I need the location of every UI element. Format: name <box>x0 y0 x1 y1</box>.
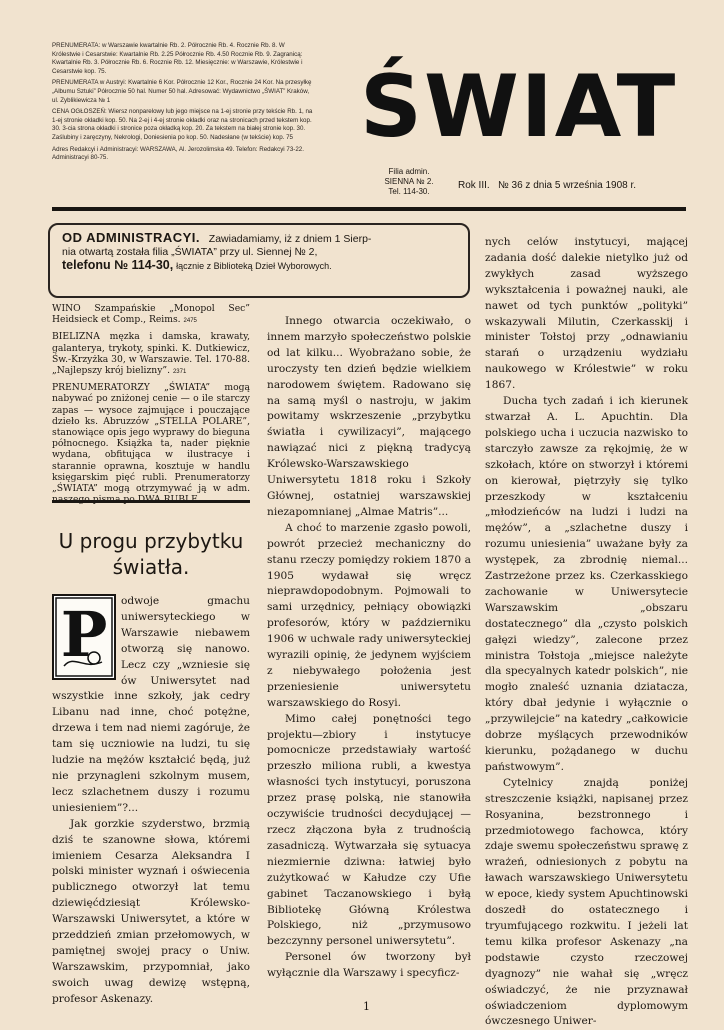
austria-subscription-info: PRENUMERATA w Austryi: Kwartalnie 6 Kor. Półrocznie 12 Kor., Rocznie 24 Kor. Na przesyłkę „Albumu Sztuki” Półrocznie 50 hal. Numer 50 hal. Adresować: Wydawnictwo „ŚWIAT” Kraków, ul. Zyblikiewicza № 1 <box>52 79 312 104</box>
header-divider <box>52 207 686 211</box>
page-number: 1 <box>363 1000 370 1013</box>
article-title-line: światła. <box>112 555 190 579</box>
ad-item: WINO Szampańskie „Monopol Sec” Heidsieck et Comp., Reims. 2475 <box>52 303 250 326</box>
ads-divider <box>52 500 250 503</box>
notice-line: Zawiadamiamy, iż z dniem 1 Sierp- <box>208 233 372 245</box>
decorated-initial <box>52 594 116 680</box>
paragraph: Jak gorzkie szyderstwo, brzmią dziś te szanowne słowa, któremi imieniem Cesarza Aleksandra I polski minister wyznań i oświecenia publicznego otworzył lat temu dziewięćdziesiąt Królewsko-Warszawski Uniwersytet, a które w przeddzień zmian przełomowych, w pamiętnej swojej pracy o Uniw. Warszawskim, przypomniał, jako swoich uwag dewizę wstępną, profesor Askenazy. <box>52 817 250 1005</box>
filia-address <box>374 167 444 197</box>
notice-line-small: łącznie z Biblioteką Dzieł Wyborowych. <box>176 261 332 271</box>
initial-letter: P <box>60 598 108 671</box>
notice-heading: OD ADMINISTRACYI. <box>62 230 201 245</box>
paragraph: Mimo całej ponętności tego projektu—zbiory i instytucye pomocnicze przedstawiały wartość przeszło miliona rubli, a kwestya własności tych instytucyi, poruszona przez prasę polską, nie stanowiła oczywiście trudności decydującej — rzecz złączona była z trudnością zasadniczą. Wytwarzała się sytuacya niezmiernie dziwna: łatwiej było zużytkować w Kałudze czy Ufie gabinet Taczanowskiego i byłą Bibliotekę Główną Królestwa Polskiego, niż „przymusowo bezczynny personel uniwersytetu”. <box>267 712 471 948</box>
administration-notice <box>48 223 470 298</box>
paragraph: Innego otwarcia oczekiwało, o innem marzyło społeczeństwo polskie od lat kilku... Wyobrażano sobie, że uroczysty ten dzień będzie wielkiem narodowem świętem. Radowano się na samą myśl o nastroju, w jakim powitamy wskrzeszenie „przybytku światła i cywilizacyi”, mającego nawiązać nici z piękną tradycyą Królewsko-Warszawskiego Uniwersytetu 1818 roku i Szkoły Głównej, ostatniej warszawskiej niezapomnianej „Almae Matris”... <box>267 315 471 518</box>
paragraph: Ducha tych zadań i ich kierunek stwarzał A. L. Apuchtin. Dla polskiego ucha i uczucia nazwisko to starczyło zawsze za rękojmię, że w szkołach, które on stworzył i któremi on kierował, piętrzyły się tylko przeszkody w kształceniu „młodzieńców na ludzi i ludzi na mężów”, a „szlachetne duszy i rozumu uniesienia” uważane były za występek, za zbrodnię niemal... Zastrzeżone przez ks. Czerkasskiego zachowanie w Uniwersytecie Warszawskim „obszaru dostatecznego” dla „czysto polskich gałęzi wiedzy”, zalecone przez ministra Tołstoja „miejsce należyte dla specyalnych katedr polskich”, nie mogło znaleść uznania dziatacza, który dbał jedynie i wyłącznie o „przywilejcie” na katedry „całkowicie dobrze myślących przewodników kierunku, pożądanego w duchu państwowym”. <box>485 395 688 773</box>
header-info <box>52 42 314 166</box>
notice-line: nia otwartą została filia „ŚWIATA” przy ul. Siennej № 2, <box>62 246 318 258</box>
filia-line: SIENNA № 2. <box>384 177 434 186</box>
address-info: Adres Redakcyi i Administracyi: WARSZAWA, Al. Jerozolimska 49. Telefon: Redakcyi 73-22. Administracyi 80-75. <box>52 145 304 162</box>
issue-info: Rok III. № 36 z dnia 5 września 1908 r. <box>458 180 637 191</box>
paragraph: nych celów instytucyi, mającej zadania dość dalekie nietylko już od zwykłych zasad wyższego wykształcenia i poważnej nauki, ale nawet od tych punktów „polityki” wskazywali Milutin, Czerkasskij i minister Tołstoj przy „odnawianiu starań o urządzeniu wydziału naukowego w Królestwie” w roku 1867. <box>485 236 688 392</box>
paragraph: Cytelnicy znajdą poniżej streszczenie książki, napisanej przez Rosyanina, bezstronnego i przedmiotowego fachowca, który zdaje swemu społeczeństwu sprawę z wrażeń, odniesionych z pobytu na ławach warszawskiego Uniwersytetu w epoce, kiedy system Apuchtinowski doszedł do ostatecznego i tryumfującego rozkwitu. I jeżeli lat temu kilka profesor Askenazy „na podstawie czysto rzeczowej dyagnozy” nie wahał się „wręcz oświadczyć, że nie przyznawał oświadczeniom dyplomowym ówczesnego Uniwer- <box>485 776 688 1028</box>
article-title <box>52 528 250 580</box>
advertising-prices: CENA OGŁOSZEŃ: Wiersz nonparelowy lub jego miejsce na 1-ej stronie przy tekście Rb. 1, na 1-ej stronie okładki kop. 50. Na 2-ej i 4-ej stronie okładki oraz na stronicach przed tekstem kop. 30. 3-cia strona okładki i stronice poza okładką kop. 20. Za tekstem na białej stronie kop. 30. Zaślubiny i zaręczyny, Nekrologi, Doniesienia po kop. 50. Nadesłane (w tekście) kop. 75 <box>52 108 313 141</box>
paragraph: odwoje gmachu uniwersyteckiego w Warszawie niebawem otworzą się nanowo. Lecz czy „wzniesie się ów Uniwersytet nad wszystkie inne szkoły, jak cedry Libanu nad inne, choć potężne, drzewa i tem nad niemi zagóruje, że tam się uczniowie na ludzi, tu się ludzie na mężów kształcić będą, już nie przynagleni szkolnym musem, lecz szlachetnem duszy i rozumu uniesieniem”?... <box>52 595 250 814</box>
article-column-1 <box>52 594 250 1008</box>
ad-item: PRENUMERATORZY „ŚWIATA” mogą nabywać po zniżonej cenie — o ile starczy zapas — wysoce zajmujące i pouczające dzieło ks. Abruzzów „STELLA POLARE”, stanowiące opis jego wyprawy do bieguna północnego. Książka ta, nader pięknie wydana, obfitująca w ilustracye i starannie oprawna, kosztuje w handlu księgarskim pięć rubli. Prenumeratorzy „ŚWIATA” mogą otrzymywać ją w adm. <box>52 382 250 495</box>
subscription-info: PRENUMERATA: w Warszawie kwartalnie Rb. 2. Półrocznie Rb. 4. Rocznie Rb. 8. W Królestwie i Cesarstwie: Kwartalnie Rb. 2.25 Półrocznie Rb. 4.50 Rocznie Rb. 9. Zagranicą: Kwartalnie Rb. 3. Półrocznie Rb. 6. Rocznie Rb. 12. Miesięcznie: w Warszawie, Królestwie i Cesarstwie kop. 75. <box>52 42 303 75</box>
article-title-line: U progu przybytku <box>58 529 244 553</box>
article-column-2 <box>267 314 471 982</box>
article-column-3 <box>485 235 688 1030</box>
filia-line: Filia admin. <box>388 167 430 176</box>
filia-line: Tel. 114-30. <box>388 187 430 196</box>
paragraph: Personel ów tworzony był wyłącznie dla Warszawy i specyficz- <box>267 951 471 980</box>
masthead-title: ŚWIAT <box>360 57 678 157</box>
ads-column <box>52 303 250 509</box>
ad-item: BIELIZNA męzka i damska, krawaty, galanterya, trykoty, spinki. K. Dutkiewicz, Św.-Krzyżka 30, w Warszawie. Tel. 170-88. „Najlepszy krój bielizny”. 2371 <box>52 331 251 377</box>
paragraph: A choć to marzenie zgasło powoli, powrót przecież mechaniczny do stanu rzeczy pomiędzy rokiem 1870 a 1905 wydawał się wręcz nieprawdopodobnym. Pojmowali to sami urzędnicy, pełniący obowiązki profesorów, który w październiku 1906 w uchwale rady uniwersyteckiej wyrazili opinię, że jedynem wyjściem z niebywałego położenia jest przeniesienie uniwersytetu warszawskiego do Rosyi. <box>267 521 471 709</box>
notice-line: telefonu № 114-30, <box>62 258 174 272</box>
